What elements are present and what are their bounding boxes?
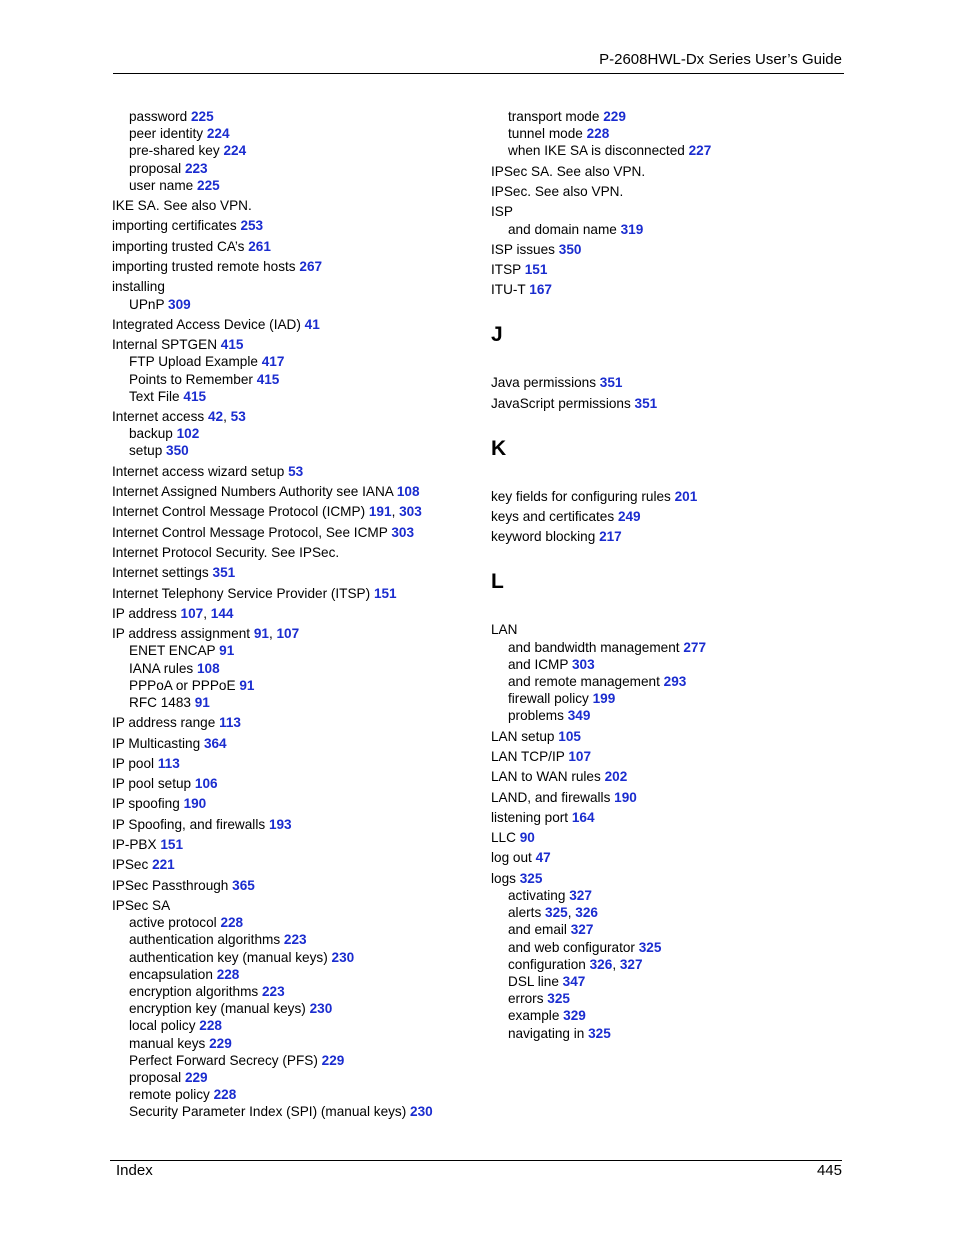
header-rule <box>113 73 844 74</box>
entry-term: LAN to WAN rules <box>491 769 601 785</box>
section-letter-j: J <box>491 323 503 347</box>
entry-term: keys and certificates <box>491 509 615 524</box>
page-link[interactable]: 350 <box>166 443 189 459</box>
index-subentry <box>508 921 593 938</box>
index-entry <box>112 755 180 772</box>
entry-term: authentication key (manual keys) <box>129 949 328 965</box>
page-link[interactable]: 113 <box>219 715 241 731</box>
entry-term: RFC 1483 <box>129 694 191 710</box>
page-link[interactable]: 326 <box>589 956 613 972</box>
entry-term: logs <box>491 870 516 886</box>
index-entry <box>491 621 517 638</box>
index-entry <box>491 768 627 785</box>
index-entry <box>491 374 622 391</box>
index-entry <box>491 728 581 745</box>
entry-term: tunnel mode <box>508 126 583 142</box>
page-link[interactable]: 230 <box>309 1001 333 1017</box>
index-subentry <box>129 1000 332 1017</box>
index-entry <box>112 524 414 541</box>
page-link[interactable]: 91 <box>219 643 235 659</box>
entry-term: Internet Assigned Numbers Authority see IANA <box>112 484 394 499</box>
page-link[interactable]: 144 <box>210 605 234 621</box>
page-link[interactable]: 326 <box>575 905 598 921</box>
entry-term: and domain name <box>508 221 617 237</box>
index-subentry <box>129 966 239 983</box>
page-link[interactable]: 91 <box>253 626 269 642</box>
page-link[interactable]: 191 <box>368 504 392 520</box>
index-subentry <box>508 125 609 142</box>
page-link[interactable]: 417 <box>261 354 285 370</box>
entry-term: IP address range <box>112 715 216 731</box>
index-entry: IP address 107, 144 <box>112 605 234 621</box>
entry-term: IP Spoofing, and firewalls <box>112 816 266 832</box>
index-subentry: alerts 325, 326 <box>508 905 598 921</box>
entry-term: Perfect Forward Secrecy (PFS) <box>129 1052 318 1068</box>
entry-term: Internet Protocol Security. See IPSec. <box>112 544 340 560</box>
entry-term: listening port <box>491 809 569 825</box>
page-link[interactable]: 193 <box>268 816 292 832</box>
index-entry <box>491 809 595 826</box>
index-entry: Internet Control Message Protocol (ICMP) 191, 303 <box>112 504 422 520</box>
entry-term: proposal <box>129 160 182 176</box>
index-subentry <box>129 142 246 159</box>
page-link[interactable]: 91 <box>194 694 210 710</box>
entry-term: IPSec SA. See also VPN. <box>491 163 646 179</box>
index-entry <box>491 849 551 866</box>
entry-term: alerts <box>508 905 542 921</box>
entry-term: IPSec. See also VPN. <box>491 184 624 199</box>
running-header-title: P-2608HWL-Dx Series User’s Guide <box>599 51 842 68</box>
page-link[interactable]: 151 <box>524 262 548 278</box>
entry-term: proposal <box>129 1069 182 1085</box>
index-subentry <box>508 707 590 724</box>
entry-term: installing <box>112 279 165 295</box>
index-entry <box>491 508 641 525</box>
page-link[interactable]: 228 <box>216 966 240 982</box>
index-subentry: configuration 326, 327 <box>508 956 643 972</box>
page-link[interactable]: 228 <box>220 915 244 931</box>
entry-term: Java permissions <box>491 375 597 391</box>
index-subentry <box>129 177 220 194</box>
entry-term: and web configurator <box>508 939 635 955</box>
entry-term: encryption algorithms <box>129 983 259 999</box>
index-entry <box>112 238 271 255</box>
entry-term: errors <box>508 991 544 1007</box>
page-link[interactable]: 325 <box>638 939 662 955</box>
page-link[interactable]: 261 <box>248 238 271 254</box>
index-entry <box>491 261 547 278</box>
index-entry <box>112 197 252 214</box>
entry-term: Text File <box>129 388 180 404</box>
page-link[interactable]: 253 <box>240 218 264 234</box>
entry-term: FTP Upload Example <box>129 354 258 370</box>
index-entry <box>491 488 697 505</box>
page-link[interactable]: 329 <box>563 1008 586 1024</box>
entry-term: setup <box>129 443 163 459</box>
entry-term: LAN TCP/IP <box>491 748 565 764</box>
index-entry <box>491 281 552 298</box>
index-subentry <box>129 125 230 142</box>
entry-term: firewall policy <box>508 691 589 707</box>
page-link[interactable]: 224 <box>206 126 230 142</box>
index-entry <box>112 258 322 275</box>
index-entry <box>112 564 235 581</box>
index-subentry <box>129 931 307 948</box>
page-link[interactable]: 415 <box>256 371 280 387</box>
page-link[interactable]: 164 <box>571 809 595 825</box>
index-subentry <box>508 221 643 238</box>
page-link[interactable]: 303 <box>391 524 415 540</box>
entry-term: when IKE SA is disconnected <box>508 143 685 159</box>
page-link[interactable]: 415 <box>183 388 207 404</box>
page-link[interactable]: 108 <box>396 484 420 499</box>
entry-term: Internet Control Message Protocol (ICMP) <box>112 504 366 520</box>
index-subentry <box>129 1052 344 1069</box>
page-link[interactable]: 327 <box>570 922 594 938</box>
page-link[interactable]: 249 <box>617 509 641 524</box>
entry-term: Internet Telephony Service Provider (ITSP) <box>112 585 371 601</box>
index-entry <box>491 163 645 180</box>
page-link[interactable]: 351 <box>634 395 658 411</box>
entry-term: ENET ENCAP <box>129 643 216 659</box>
entry-term: IP address <box>112 605 177 621</box>
index-subentry <box>129 677 254 694</box>
index-subentry <box>129 1103 433 1120</box>
entry-term: and bandwidth management <box>508 639 680 655</box>
entry-term: problems <box>508 708 564 724</box>
entry-term: IP pool <box>112 755 155 771</box>
index-entry <box>491 528 622 545</box>
page-link[interactable]: 349 <box>567 708 591 724</box>
index-subentry <box>129 642 234 659</box>
page-link[interactable]: 227 <box>688 143 712 159</box>
index-subentry <box>129 388 206 405</box>
index-subentry <box>129 1035 232 1052</box>
index-subentry <box>508 887 592 904</box>
entry-term: and remote management <box>508 673 660 689</box>
page-link[interactable]: 225 <box>197 177 220 193</box>
index-subentry <box>129 1017 222 1034</box>
page-link[interactable]: 351 <box>599 375 623 391</box>
entry-term: LAND, and firewalls <box>491 789 611 805</box>
entry-term: user name <box>129 177 194 193</box>
index-entry <box>112 278 165 295</box>
entry-term: PPPoA or PPPoE <box>129 677 236 693</box>
entry-term: LLC <box>491 830 516 846</box>
entry-term: configuration <box>508 956 586 972</box>
entry-term: encapsulation <box>129 966 213 982</box>
entry-term: JavaScript permissions <box>491 395 631 411</box>
page-link[interactable]: 415 <box>220 337 244 353</box>
page-link[interactable]: 229 <box>209 1035 232 1051</box>
index-entry <box>112 775 218 792</box>
entry-term: ITSP <box>491 262 521 278</box>
footer-page-number: 445 <box>816 1162 842 1179</box>
entry-term: IP Multicasting <box>112 735 201 751</box>
entry-term: ISP issues <box>491 241 555 257</box>
page-link[interactable]: 106 <box>194 776 218 792</box>
page-link[interactable]: 190 <box>614 789 637 805</box>
index-entry <box>112 856 175 873</box>
page-link[interactable]: 303 <box>399 504 422 520</box>
entry-term: password <box>129 109 188 124</box>
index-entry <box>112 217 263 234</box>
index-subentry <box>129 160 208 177</box>
page-link[interactable]: 351 <box>212 565 236 581</box>
index-entry <box>112 336 243 353</box>
index-entry <box>491 183 623 200</box>
index-subentry <box>129 353 284 370</box>
index-entry <box>491 748 591 765</box>
entry-term: IPSec SA <box>112 897 171 913</box>
index-entry: Internet access 42, 53 <box>112 409 246 424</box>
entry-term: transport mode <box>508 109 600 124</box>
page-link[interactable]: 230 <box>331 949 355 965</box>
page-link[interactable]: 350 <box>558 241 582 257</box>
page-link[interactable]: 41 <box>304 316 320 332</box>
entry-term: authentication algorithms <box>129 932 281 948</box>
page-link[interactable]: 325 <box>588 1025 611 1041</box>
entry-term: navigating in <box>508 1025 585 1041</box>
entry-term: IP address assignment <box>112 626 251 642</box>
entry-term: log out <box>491 850 532 866</box>
page-link[interactable]: 167 <box>529 282 552 298</box>
page-link[interactable]: 90 <box>519 830 535 846</box>
index-entry <box>112 897 170 914</box>
index-subentry <box>508 673 686 690</box>
page-link[interactable]: 223 <box>283 932 307 948</box>
index-entry <box>491 241 581 258</box>
page-link[interactable]: 113 <box>157 755 180 771</box>
entry-term: Internal SPTGEN <box>112 337 218 353</box>
page-link[interactable]: 229 <box>321 1052 345 1068</box>
page-link[interactable]: 102 <box>176 426 200 442</box>
index-subentry <box>129 425 199 442</box>
page-link[interactable]: 107 <box>180 605 204 621</box>
entry-term: activating <box>508 887 566 903</box>
index-entry: IP address assignment 91, 107 <box>112 626 300 642</box>
index-subentry <box>129 949 354 966</box>
page-link[interactable]: 229 <box>603 109 626 124</box>
page-link[interactable]: 224 <box>223 143 247 159</box>
entry-term: Internet settings <box>112 565 209 581</box>
entry-term: ITU-T <box>491 282 526 298</box>
entry-term: importing certificates <box>112 218 237 234</box>
entry-term: encryption key (manual keys) <box>129 1001 306 1017</box>
page-link[interactable]: 107 <box>568 748 592 764</box>
page-link[interactable]: 42 <box>207 409 224 424</box>
index-subentry <box>508 939 661 956</box>
footer-section-name: Index <box>116 1162 153 1179</box>
page-link[interactable]: 91 <box>239 677 255 693</box>
entry-term: ISP <box>491 204 513 220</box>
entry-term: local policy <box>129 1018 196 1034</box>
index-subentry <box>129 371 279 388</box>
index-subentry <box>129 442 189 459</box>
index-entry <box>491 789 637 806</box>
footer-rule <box>110 1160 842 1161</box>
index-entry <box>112 714 241 731</box>
entry-term: IP-PBX <box>112 837 157 852</box>
entry-term: importing trusted remote hosts <box>112 259 296 274</box>
page-link[interactable]: 47 <box>535 850 551 866</box>
index-subentry <box>129 983 285 1000</box>
entry-term: DSL line <box>508 973 559 989</box>
page-link[interactable]: 217 <box>599 529 622 545</box>
page-link[interactable]: 293 <box>663 673 687 689</box>
entry-term: IP pool setup <box>112 776 192 792</box>
index-entry <box>112 544 339 561</box>
page-link[interactable]: 325 <box>519 870 543 886</box>
page-link[interactable]: 309 <box>168 296 191 312</box>
index-subentry <box>129 1069 208 1086</box>
entry-term: importing trusted CA’s <box>112 238 245 254</box>
entry-term: LAN setup <box>491 728 555 744</box>
section-letter-k: K <box>491 436 507 460</box>
page-link[interactable]: 364 <box>203 735 227 751</box>
entry-term: Internet Control Message Protocol, See ICMP <box>112 524 388 540</box>
index-entry <box>112 836 183 853</box>
page-link[interactable]: 303 <box>571 656 595 672</box>
index-subentry <box>508 973 585 990</box>
index-subentry <box>129 1086 236 1103</box>
entry-term: Integrated Access Device (IAD) <box>112 316 301 332</box>
page-link[interactable]: 105 <box>558 728 581 744</box>
index-subentry <box>508 656 595 673</box>
page-link[interactable]: 327 <box>569 887 592 903</box>
index-subentry <box>129 296 191 313</box>
entry-term: keyword blocking <box>491 529 596 545</box>
index-entry <box>112 463 303 480</box>
page-link[interactable]: 347 <box>562 973 586 989</box>
entry-term: backup <box>129 426 173 442</box>
entry-term: peer identity <box>129 126 204 142</box>
index-subentry <box>129 694 210 711</box>
index-entry <box>491 870 542 887</box>
page-link[interactable]: 365 <box>232 877 255 893</box>
page-link[interactable]: 107 <box>276 626 300 642</box>
page-link[interactable]: 325 <box>547 991 570 1007</box>
page-link[interactable]: 221 <box>152 857 175 873</box>
entry-term: IPSec <box>112 857 149 873</box>
index-entry <box>112 585 397 602</box>
index-entry <box>491 395 657 412</box>
page-link[interactable]: 319 <box>620 221 644 237</box>
index-subentry <box>508 639 706 656</box>
index-entry <box>112 795 206 812</box>
entry-term: IP spoofing <box>112 796 180 812</box>
page-link[interactable]: 202 <box>604 769 628 785</box>
page-link[interactable]: 230 <box>410 1104 433 1120</box>
page-link[interactable]: 201 <box>674 488 698 504</box>
page-link[interactable]: 325 <box>545 905 568 921</box>
index-subentry <box>508 1007 586 1024</box>
index-entry <box>491 203 513 220</box>
entry-term: key fields for configuring rules <box>491 488 671 504</box>
entry-term: Security Parameter Index (SPI) (manual keys) <box>129 1104 407 1120</box>
entry-term: IKE SA. See also VPN. <box>112 198 252 214</box>
page-link[interactable]: 228 <box>213 1087 237 1103</box>
index-subentry <box>508 108 626 125</box>
index-entry <box>112 877 255 894</box>
index-subentry <box>129 914 243 931</box>
page-link[interactable]: 228 <box>586 126 610 142</box>
entry-term: pre-shared key <box>129 143 220 159</box>
page-link[interactable]: 151 <box>160 837 184 852</box>
index-entry <box>112 816 292 833</box>
page-link[interactable]: 225 <box>190 109 214 124</box>
page-link[interactable]: 277 <box>683 639 707 655</box>
page-link[interactable]: 228 <box>199 1018 222 1034</box>
entry-term: LAN <box>491 622 518 638</box>
page-link[interactable]: 199 <box>592 691 616 707</box>
entry-term: manual keys <box>129 1035 206 1051</box>
entry-term: IPSec Passthrough <box>112 877 229 893</box>
index-subentry <box>129 660 220 677</box>
index-subentry <box>508 1025 611 1042</box>
index-subentry <box>508 142 711 159</box>
index-entry <box>112 483 420 500</box>
entry-term: Internet access wizard setup <box>112 463 285 479</box>
entry-term: UPnP <box>129 296 165 312</box>
page-link[interactable]: 229 <box>184 1069 208 1085</box>
page-link[interactable]: 151 <box>373 585 397 601</box>
page-link[interactable]: 223 <box>184 160 208 176</box>
entry-term: and ICMP <box>508 656 569 672</box>
index-entry <box>112 316 320 333</box>
entry-term: remote policy <box>129 1087 210 1103</box>
page-link[interactable]: 108 <box>197 660 220 676</box>
page-link[interactable]: 327 <box>619 956 643 972</box>
page-link[interactable]: 53 <box>230 409 246 424</box>
index-subentry <box>508 690 615 707</box>
section-letter-l: L <box>491 570 504 594</box>
page-link[interactable]: 223 <box>261 983 285 999</box>
index-subentry <box>508 990 570 1007</box>
index-entry <box>491 829 535 846</box>
entry-term: example <box>508 1008 560 1024</box>
entry-term: Points to Remember <box>129 371 253 387</box>
page-link[interactable]: 267 <box>299 259 323 274</box>
page-link[interactable]: 190 <box>183 796 207 812</box>
entry-term: and email <box>508 922 567 938</box>
page-link[interactable]: 53 <box>288 463 304 479</box>
index-subentry <box>129 108 214 125</box>
index-entry <box>112 735 227 752</box>
entry-term: active protocol <box>129 915 217 931</box>
entry-term: Internet access <box>112 409 205 424</box>
entry-term: IANA rules <box>129 660 194 676</box>
